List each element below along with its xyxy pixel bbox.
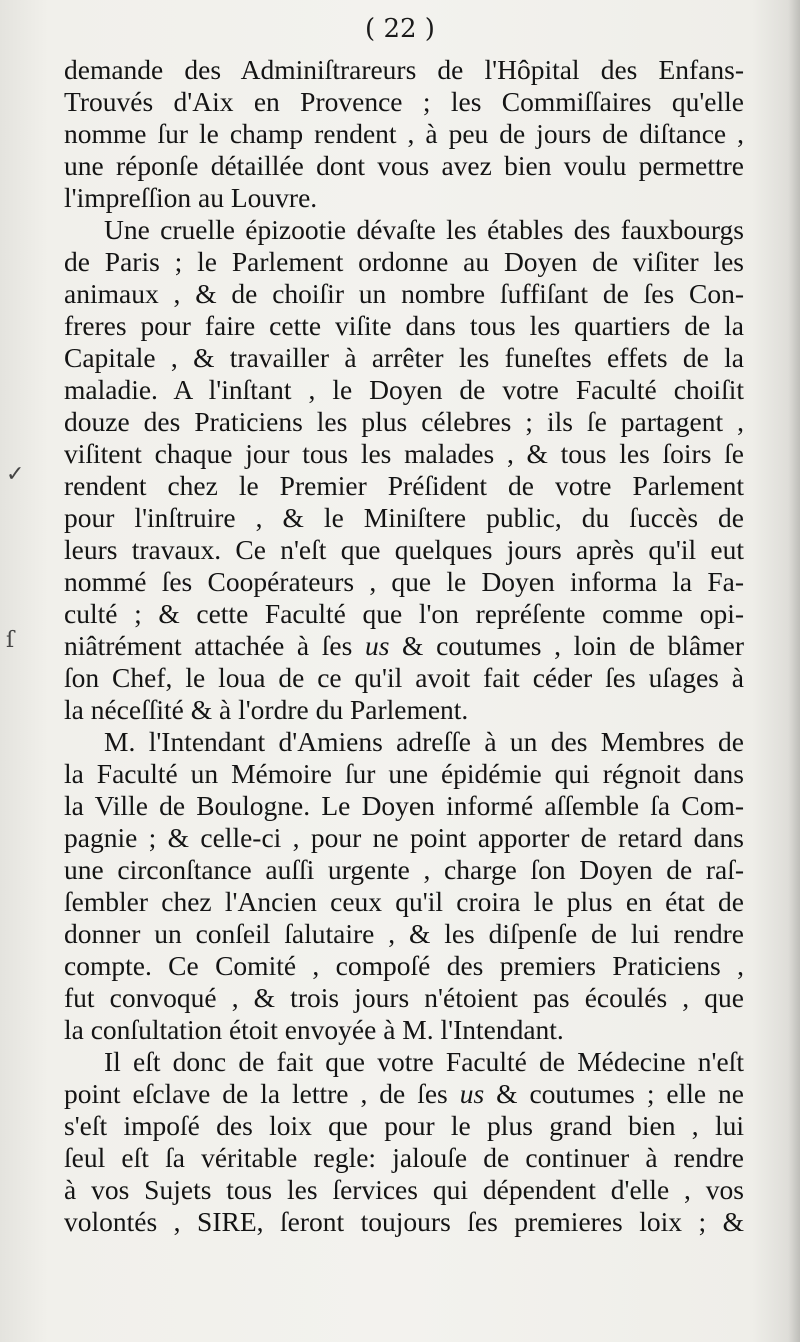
text-segment: & coutumes ; elle ne [484,1078,745,1109]
text-line: Une cruelle épizootie dévaſte les étables des fauxbourgs [104,214,744,245]
text-line: maladie. A l'inſtant , le Doyen de votre Faculté choiſit [64,374,744,405]
text-line: à vos Sujets tous les ſervices qui dépendent d'elle , vos [64,1174,744,1205]
text-line: pour l'inſtruire , & le Miniſtere public, du ſuccès de [64,502,744,533]
text-segment: niâtrément attachée à ſes [64,630,353,661]
text-line: Il eſt donc de fait que votre Faculté de Médecine n'eſt [104,1046,744,1077]
text-line: ſeul eſt ſa véritable regle: jalouſe de continuer à rendre [64,1142,744,1173]
text-line: la Ville de Boulogne. Le Doyen informé aſſemble ſa Com- [64,790,744,821]
text-line: de Paris ; le Parlement ordonne au Doyen de viſiter les [64,246,744,277]
text-line: pagnie ; & celle-ci , pour ne point apporter de retard dans [64,822,744,853]
text-line: leurs travaux. Ce n'eſt que quelques jours après qu'il eut [64,534,744,565]
text-line: une réponſe détaillée dont vous avez bien voulu permettre [64,150,744,181]
text-line: douze des Praticiens les plus célebres ; ils ſe partagent , [64,406,744,437]
italic-word: us [364,630,390,661]
text-line: l'impreſſion au Louvre. [64,182,318,213]
text-line: Capitale , & travailler à arrêter les funeſtes effets de la [64,342,744,373]
text-line: nommé ſes Coopérateurs , que le Doyen informa la Fa- [64,566,744,597]
text-line: la Faculté un Mémoire ſur une épidémie qui régnoit dans [64,758,744,789]
text-line: Trouvés d'Aix en Provence ; les Commiſſaires qu'elle [64,86,744,117]
text-line: la néceſſité & à l'ordre du Parlement. [64,694,469,725]
text-line: volontés , SIRE, ſeront toujours ſes premieres loix ; & [64,1206,744,1237]
italic-word: us [459,1078,485,1109]
text-line: viſitent chaque jour tous les malades , & tous les ſoirs ſe [64,438,744,469]
text-line: rendent chez le Premier Préſident de votre Parlement [64,470,744,501]
page-number: ( 22 ) [365,14,435,44]
text-line: compte. Ce Comité , compoſé des premiers Praticiens , [64,950,744,981]
text-line: fut convoqué , & trois jours n'étoient pas écoulés , que [64,982,744,1013]
page-spine-shadow [788,0,800,1342]
text-line: ſon Chef, le loua de ce qu'il avoit fait céder ſes uſages à [64,662,744,693]
text-line: une circonſtance auſſi urgente , charge ſon Doyen de raſ- [64,854,744,885]
text-segment: point eſclave de la lettre , de ſes [64,1078,448,1109]
text-line: animaux , & de choiſir un nombre ſuffiſant de ſes Con- [64,278,744,309]
text-line: M. l'Intendant d'Amiens adreſſe à un des Membres de [104,726,744,757]
text-line: demande des Adminiſtrareurs de l'Hôpital des Enfans- [64,54,744,85]
text-line: donner un conſeil ſalutaire , & les diſpenſe de lui rendre [64,918,744,949]
text-line: culté ; & cette Faculté que l'on repréſente comme opi- [64,598,744,629]
margin-mark: ſ [6,628,15,653]
text-line: freres pour faire cette viſite dans tous les quartiers de la [64,310,744,341]
text-line: la conſultation étoit envoyée à M. l'Intendant. [64,1014,564,1045]
text-line: s'eſt impoſé des loix que pour le plus grand bien , lui [64,1110,744,1141]
margin-mark: ✓ [6,462,25,487]
text-segment: & coutumes , loin de blâmer [389,630,745,661]
text-line: nomme ſur le champ rendent , à peu de jours de diſtance , [64,118,744,149]
text-line: ſembler chez l'Ancien ceux qu'il croira le plus en état de [64,886,744,917]
